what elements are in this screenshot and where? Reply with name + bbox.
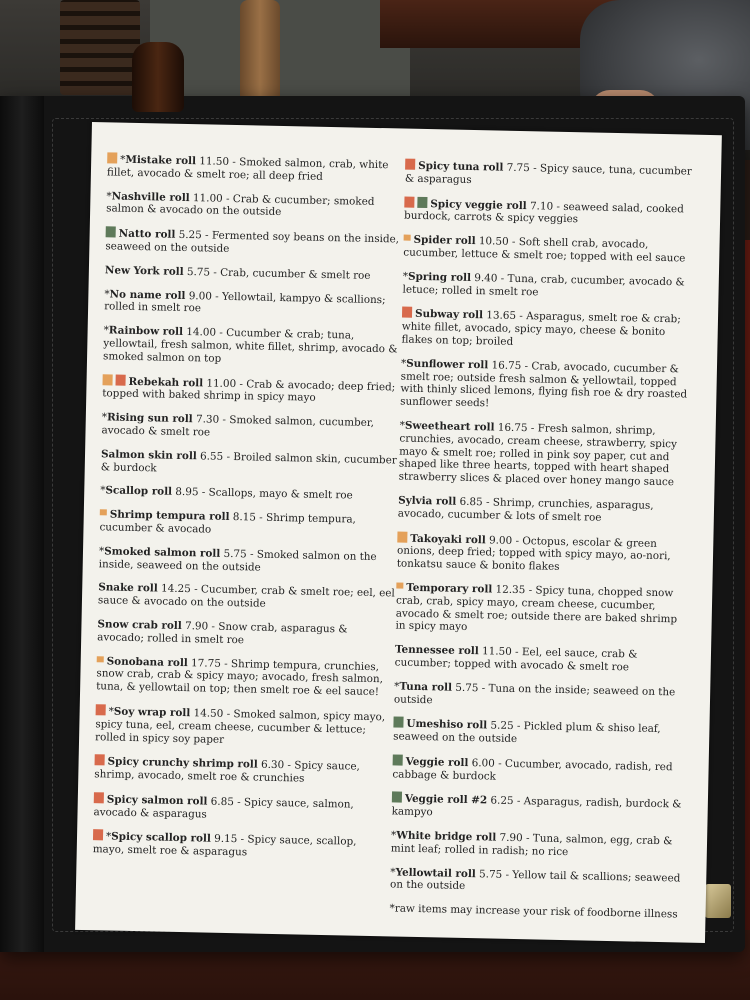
menu-item-description: Smoked salmon, spicy mayo, spicy tuna, eel, cream cheese, cucumber & lettuce; rolled in spicy soy paper [95,707,386,746]
menu-item-name: Spicy tuna roll [418,159,504,174]
menu-item-price: 11.50 [481,645,512,659]
raw-star-icon: * [103,324,109,337]
menu-item-name: Spicy scallop roll [111,831,211,846]
red-marker-icon [96,704,106,715]
menu-item-description: Crab, cucumber & smelt roe [220,266,371,282]
menu-item: Tennessee roll 11.50 - Eel, eel sauce, crab & cucumber; topped with avocado & smelt roe [394,643,638,674]
raw-star-icon: * [108,705,114,718]
menu-item-description: Smoked salmon, crab, white fillet, avocado & smelt roe; all deep fried [106,156,389,183]
menu-item-description: Fermented soy beans on the inside, seaweed on the outside [105,229,400,255]
menu-item-name: Mistake roll [125,153,197,168]
menu-item-name: Sonobana roll [106,654,188,669]
menu-item-price: 7.90 [184,619,209,633]
menu-column-left [92,152,405,873]
menu-item: Veggie roll #2 6.25 - Asparagus, radish, burdock & kampyo [391,793,682,819]
metal-corner-bottom [705,884,731,918]
menu-item-price: 5.75 [478,867,503,881]
menu-item-name: Spicy veggie roll [430,197,527,212]
menu-item-name: Sunflower roll [406,357,489,372]
menu-item-description: Cucumber, avocado, radish, red cabbage & burdock [392,757,673,783]
menu-item: *Smoked salmon roll 5.75 - Smoked salmon on the inside, seaweed on the outside [98,544,377,574]
menu-item-price: 8.15 [232,511,257,524]
menu-item: Sylvia roll 6.85 - Shrimp, crunchies, asparagus, avocado, cucumber & lots of smelt roe [397,494,654,524]
menu-item-price: 9.00 [488,533,513,547]
menu-item: Temporary roll 12.35 - Spicy tuna, chopped snow crab, crab, spicy mayo, cream cheese, cucumber, avocado & smelt roe; outside there are baked shrimp in spicy mayo [395,581,678,634]
menu-item-description: Smoked salmon on the inside, seaweed on the outside [98,548,377,574]
menu-item-description: Spicy sauce, salmon, avocado & asparagus [93,796,354,821]
menu-item: Shrimp tempura roll 8.15 - Shrimp tempura, cucumber & avocado [99,508,357,536]
raw-star-icon: * [400,357,407,370]
menu-item-price: 8.95 [175,486,199,499]
menu-item-name: Temporary roll [406,581,493,596]
menu-item: Salmon skin roll 6.55 - Broiled salmon skin, cucumber & burdock [100,448,397,474]
menu-item-name: Veggie roll #2 [404,793,488,807]
menu-item: *Spring roll 9.40 - Tuna, crab, cucumber, avocado & letuce; rolled in smelt roe [402,270,685,298]
menu-item-name: Snow crab roll [97,618,182,632]
menu-item: Spicy crunchy shrimp roll 6.30 - Spicy sauce, shrimp, avocado, smelt roe & crunchies [94,755,360,785]
menu-item-description: Snow crab, asparagus & avocado; rolled in smelt roe [97,620,348,647]
menu-item-name: Nashville roll [111,190,190,204]
menu-item-price: 9.40 [474,271,498,285]
menu-item-description: Smoked salmon, cucumber, avocado & smelt roe [101,414,375,439]
red-marker-icon [404,196,414,207]
menu-item-name: Takoyaki roll [410,532,486,546]
menu-item-name: Shrimp tempura roll [109,508,230,524]
menu-item: Veggie roll 6.00 - Cucumber, avocado, radish, red cabbage & burdock [392,755,673,783]
menu-item-price: 6.55 [199,450,224,463]
menu-item: Sonobana roll 17.75 - Shrimp tempura, crunchies, snow crab, crab & spicy mayo; avocado, fresh salmon, tuna, & yellowtail on top; then smelt roe & eel sauce! [96,654,384,699]
orange-marker-icon [102,374,112,385]
red-marker-icon [95,754,105,765]
menu-item: New York roll 5.75 - Crab, cucumber & smelt roe [104,264,371,282]
menu-item-price: 6.00 [471,756,495,770]
raw-star-icon: * [390,829,397,842]
menu-item-description: Crab, avocado, cucumber & smelt roe; outside fresh salmon & yellowtail, topped with thinly sliced lemons, flying fish roe & dry roasted sunflower seeds! [400,360,688,410]
menu-item-description: Shrimp tempura, crunchies, snow crab, crab & spicy mayo; avocado, fresh salmon, tuna, & yellowtail on top; then smelt roe & eel sauce! [96,657,384,699]
menu-item: Spicy salmon roll 6.85 - Spicy sauce, salmon, avocado & asparagus [93,793,354,821]
menu-item-price: 7.30 [195,413,220,426]
menu-item: Subway roll 13.65 - Asparagus, smelt roe & crab; white fillet, avocado, spicy mayo, cheese & bonito flakes on top; broiled [401,308,681,348]
menu-item-price: 5.25 [178,229,202,242]
raw-star-icon: * [402,270,409,283]
orange-marker-icon [97,656,104,662]
menu-item-description: Yellowtail, kampyo & scallions; rolled in smelt roe [104,290,386,315]
menu-item-description: Fresh salmon, shrimp, crunchies, avocado, cream cheese, strawberry, spicy mayo & smelt roe; rolled in pink soy paper, cut and shaped like three hearts, topped with heart shaped strawberry slices & placed over honey mango sauce [398,422,678,489]
menu-item-name: Spider roll [413,233,476,248]
menu-item-description: Asparagus, smelt roe & crab; white fillet, avocado, spicy mayo, cheese & bonito flakes on top; broiled [401,310,681,348]
menu-item-description: Soft shell crab, avocado, cucumber, lettuce & smelt roe; topped with eel sauce [403,236,686,265]
green-marker-icon [392,792,402,803]
menu-item: Snow crab roll 7.90 - Snow crab, asparagus & avocado; rolled in smelt roe [97,618,348,647]
menu-item-name: Salmon skin roll [100,448,197,463]
menu-item-description: Tuna on the inside; seaweed on the outside [393,682,676,706]
menu-item-name: Tennessee roll [394,643,479,658]
orange-marker-icon [404,235,411,241]
menu-item-description: Cucumber, crab & smelt roe; eel, eel sauce & avocado on the outside [97,583,395,610]
red-marker-icon [405,159,415,170]
menu-item-description: Shrimp, crunchies, asparagus, avocado, cucumber & lots of smelt roe [397,496,654,524]
menu-item-name: Veggie roll [405,755,469,769]
menu-item-price: 6.30 [260,758,285,772]
menu-item-name: Spicy crunchy shrimp roll [107,755,258,771]
raw-star-icon: * [98,544,105,558]
menu-item-price: 9.15 [214,833,238,846]
menu-item: Takoyaki roll 9.00 - Octopus, escolar & green onions, deep fried; topped with spicy mayo, ao-nori, tonkatsu sauce & bonito flakes [396,532,671,574]
menu-item-name: White bridge roll [396,829,497,844]
menu-item-price: 5.75 [186,265,211,279]
menu-item-name: Sylvia roll [398,494,457,508]
menu-item: Spicy veggie roll 7.10 - seaweed salad, cooked burdock, carrots & spicy veggies [403,197,684,226]
raw-star-icon: * [394,680,400,693]
menu-item-price: 16.75 [491,359,522,372]
orange-marker-icon [100,509,107,515]
menu-item: Umeshiso roll 5.25 - Pickled plum & shiso leaf, seaweed on the outside [393,718,661,746]
menu-item-name: Tuna roll [399,680,453,694]
menu-item: *Sweetheart roll 16.75 - Fresh salmon, shrimp, crunchies, avocado, cream cheese, strawberry, spicy mayo & smelt roe; rolled in pink soy paper, cut and shaped like three hearts, topped with heart shaped strawberry slices & placed over honey mango sauce [398,419,678,489]
menu-item: *Mistake roll 11.50 - Smoked salmon, crab, white fillet, avocado & smelt roe; all deep fried [106,153,389,183]
menu-item-price: 11.00 [192,191,223,205]
menu-item-price: 7.90 [499,831,523,845]
menu-item-price: 5.25 [490,719,514,733]
menu-item-price: 7.75 [506,161,530,175]
menu-item: *Yellowtail roll 5.75 - Yellow tail & scallions; seaweed on the outside [389,866,681,893]
menu-item-price: 6.25 [490,794,514,808]
raw-star-icon: * [105,830,112,844]
menu-item: *Sunflower roll 16.75 - Crab, avocado, cucumber & smelt roe; outside fresh salmon & yellowtail, topped with thinly sliced lemons, flying fish roe & dry roasted sunflower seeds! [400,357,688,410]
menu-item: *White bridge roll 7.90 - Tuna, salmon, egg, crab & mint leaf; rolled in radish; no rice [390,829,673,859]
raw-star-icon: * [106,189,112,203]
menu-item-name: Rebekah roll [128,375,204,389]
menu-item-name: Spring roll [407,270,472,284]
menu-item-name: Soy wrap roll [113,705,191,720]
orange-marker-icon [396,582,403,588]
menu-item-price: 11.00 [206,377,237,390]
menu-item-name: Yellowtail roll [395,866,476,880]
wine-rack [60,0,140,95]
menu-item-price: 5.75 [223,547,247,561]
menu-item: *Rising sun roll 7.30 - Smoked salmon, cucumber, avocado & smelt roe [101,411,375,439]
menu-item-name: Rising sun roll [106,411,193,426]
red-marker-icon [402,307,412,318]
menu-item-name: Sweetheart roll [404,419,495,434]
menu-item-price: 14.00 [186,326,217,339]
menu-item-description: Tuna, salmon, egg, crab & mint leaf; rolled in radish; no rice [390,832,673,859]
menu-item-description: Tuna, crab, cucumber, avocado & letuce; rolled in smelt roe [402,272,685,298]
menu-item-name: Subway roll [414,308,484,322]
raw-star-icon: * [104,287,110,300]
menu-item-price: 17.75 [191,656,222,670]
raw-items-footnote: *raw items may increase your risk of foodborne illness [389,902,678,921]
wooden-chair [240,0,280,110]
menu-item-description: Spicy sauce, scallop, mayo, smelt roe & asparagus [92,833,357,859]
menu-item-description: Shrimp tempura, cucumber & avocado [99,511,357,536]
menu-item-description: Broiled salmon skin, cucumber & burdock [100,450,397,474]
menu-item-name: Scallop roll [105,484,173,499]
raw-star-icon: * [390,866,396,879]
raw-star-icon: * [399,419,406,432]
menu-item-description: Crab & avocado; deep fried; topped with baked shrimp in spicy mayo [102,377,396,405]
menu-item: Rebekah roll 11.00 - Crab & avocado; deep fried; topped with baked shrimp in spicy mayo [102,375,396,405]
red-marker-icon [94,792,104,803]
raw-star-icon: * [100,484,106,497]
menu-item-name: Spicy salmon roll [106,793,208,808]
menu-item-description: Spicy tuna, chopped snow crab, crab, spicy mayo, cream cheese, cucumber, avocado & smelt roe; outside there are baked shrimp in spicy mayo [395,584,678,634]
menu-item-description: Pickled plum & shiso leaf, seaweed on the outside [393,720,661,746]
menu-item-price: 14.25 [160,582,191,596]
menu-item-price: 13.65 [486,309,517,323]
menu-item-name: Natto roll [118,227,176,241]
menu-item: Spider roll 10.50 - Soft shell crab, avocado, cucumber, lettuce & smelt roe; topped with eel sauce [403,233,686,265]
menu-item-price: 6.85 [459,495,483,509]
menu-item-price: 7.10 [529,199,554,213]
menu-item-description: seaweed salad, cooked burdock, carrots & spicy veggies [403,200,684,226]
menu-item-description: Asparagus, radish, burdock & kampyo [391,795,682,819]
menu-item-description: Crab & cucumber; smoked salmon & avocado on the outside [106,192,375,219]
menu-item-name: Snake roll [98,581,158,595]
menu-item-name: Umeshiso roll [406,718,488,732]
orange-marker-icon [107,152,117,163]
menu-item-price: 10.50 [478,235,509,248]
menu-list-right [390,159,699,898]
raw-star-icon: * [120,153,126,166]
beer-bottle [132,42,184,112]
menu-item-description: Eel, eel sauce, crab & cucumber; topped with avocado & smelt roe [394,646,638,674]
menu-item-price: 14.50 [193,707,224,720]
background-wall [150,0,410,110]
menu-item: Natto roll 5.25 - Fermented soy beans on the inside, seaweed on the outside [105,227,400,255]
menu-item-description: Spicy sauce, tuna, cucumber & asparagus [404,162,692,186]
menu-item-name: Smoked salmon roll [104,545,221,560]
green-marker-icon [106,226,116,237]
menu-item-name: No name roll [109,287,186,302]
menu-item: *Spicy scallop roll 9.15 - Spicy sauce, scallop, mayo, smelt roe & asparagus [92,830,357,859]
menu-page [75,122,722,943]
menu-item-name: Rainbow roll [108,324,184,339]
orange-marker-icon [397,531,407,542]
green-marker-icon [393,754,403,765]
menu-item-name: New York roll [104,264,184,278]
menu-item: *Scallop roll 8.95 - Scallops, mayo & smelt roe [100,484,353,502]
green-marker-icon [417,196,427,207]
menu-item-price: 6.85 [210,795,234,809]
menu-item: Snake roll 14.25 - Cucumber, crab & smelt roe; eel, eel sauce & avocado on the outside [97,581,395,610]
menu-item: *Tuna roll 5.75 - Tuna on the inside; seaweed on the outside [393,680,676,706]
menu-item-price: 5.75 [455,681,479,694]
menu-item: *Soy wrap roll 14.50 - Smoked salmon, spicy mayo, spicy tuna, eel, cream cheese, cucumber & lettuce; rolled in spicy soy paper [95,705,386,746]
menu-item-price: 9.00 [188,289,213,303]
menu-item: Spicy tuna roll 7.75 - Spicy sauce, tuna, cucumber & asparagus [404,159,692,186]
binder-spine [0,96,44,952]
menu-item-description: Yellow tail & scallions; seaweed on the outside [389,868,681,893]
raw-star-icon: * [101,411,108,424]
red-marker-icon [93,830,103,841]
menu-item-price: 16.75 [497,421,528,435]
red-marker-icon [115,374,125,385]
menu-column-right [389,159,699,921]
menu-item-price: 11.50 [199,155,230,168]
menu-item-description: Octopus, escolar & green onions, deep fried; topped with spicy mayo, ao-nori, tonkatsu sauce & bonito flakes [396,534,671,574]
menu-item: *No name roll 9.00 - Yellowtail, kampyo & scallions; rolled in smelt roe [104,287,386,315]
menu-item-description: Spicy sauce, shrimp, avocado, smelt roe & crunchies [94,759,360,785]
green-marker-icon [393,717,403,728]
menu-item: *Nashville roll 11.00 - Crab & cucumber; smoked salmon & avocado on the outside [106,189,375,219]
menu-item-price: 12.35 [495,583,526,597]
menu-item: *Rainbow roll 14.00 - Cucumber & crab; tuna, yellowtail, fresh salmon, white fillet, shrimp, avocado & smoked salmon on top [102,324,398,365]
menu-item-description: Scallops, mayo & smelt roe [208,486,353,502]
menu-item-description: Cucumber & crab; tuna, yellowtail, fresh salmon, white fillet, shrimp, avocado & smoked salmon on top [102,327,398,365]
